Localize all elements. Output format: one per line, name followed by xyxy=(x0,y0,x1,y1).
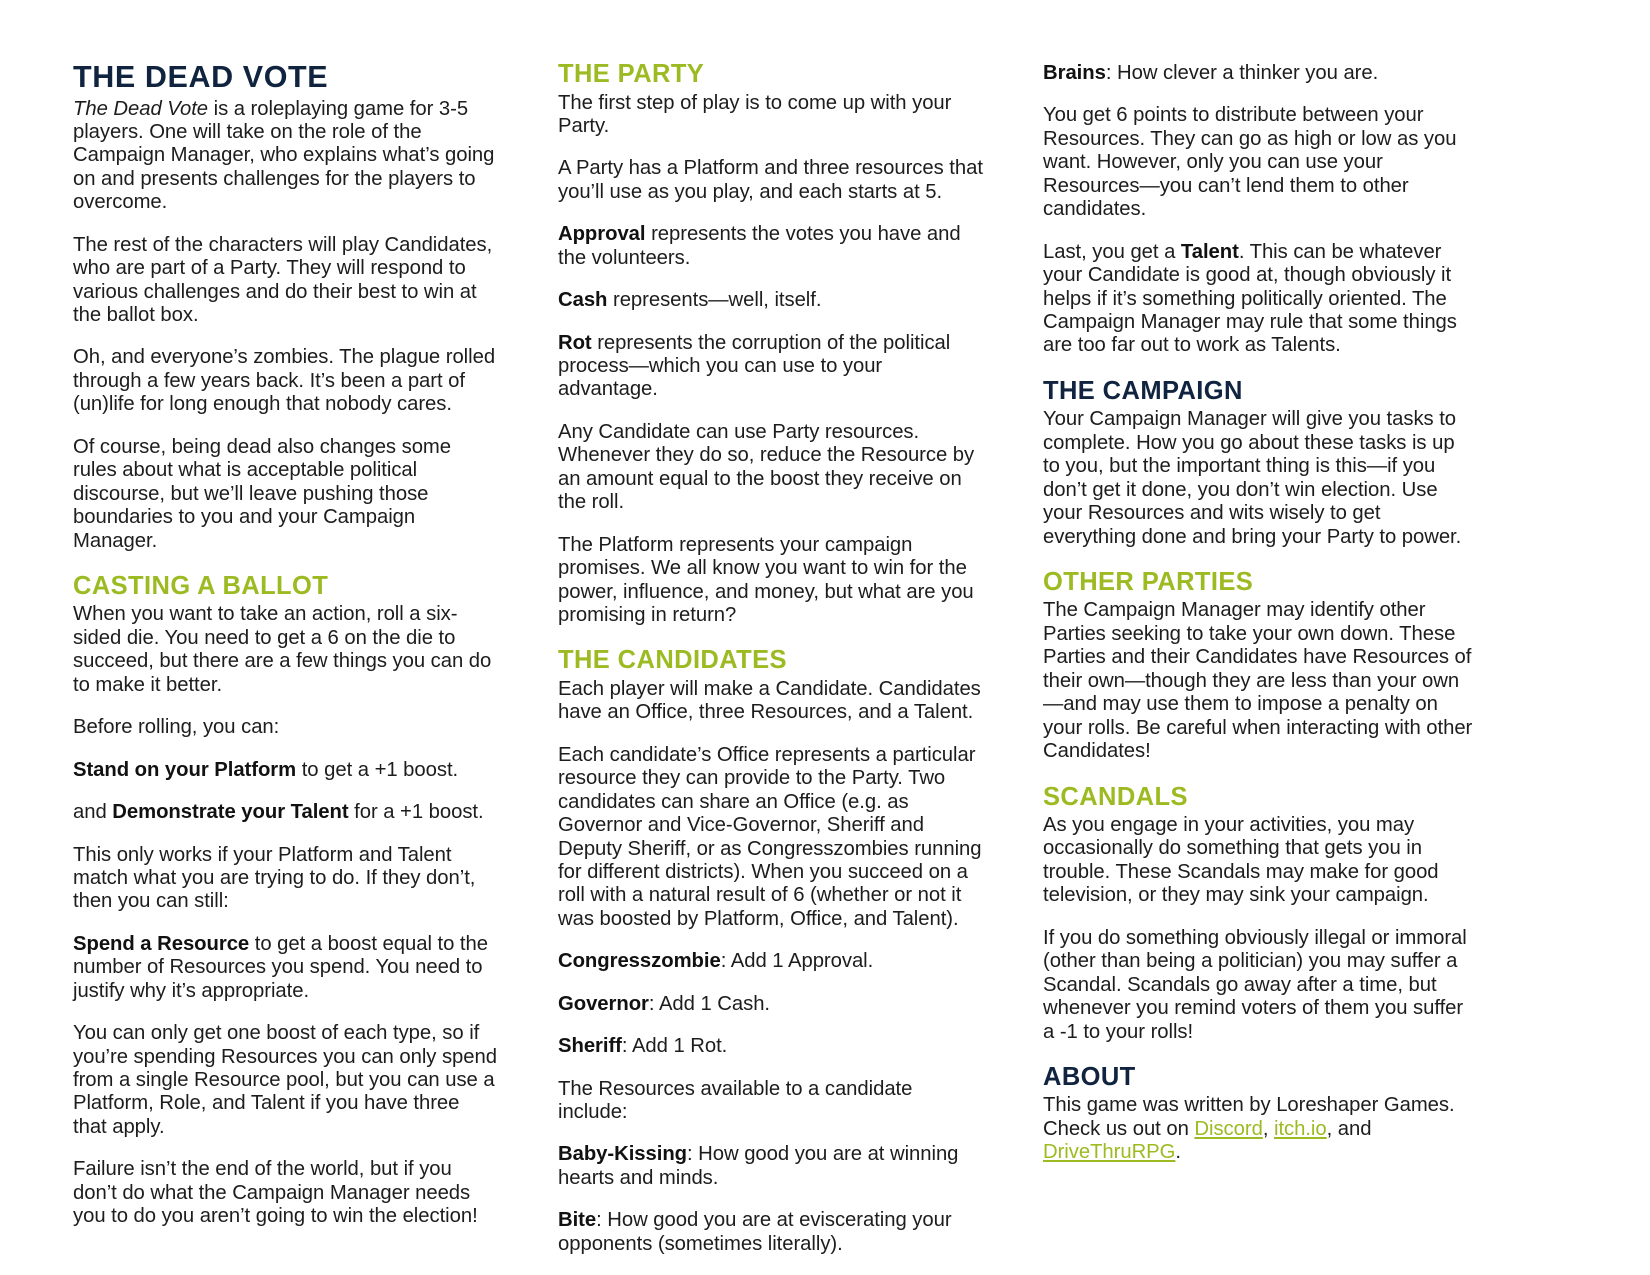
text-run: represents—well, itself. xyxy=(607,289,822,312)
text-run: to get a +1 boost. xyxy=(296,758,459,781)
body-paragraph: A Party has a Platform and three resources that you’ll use as you play, and each starts at 5. xyxy=(558,157,983,203)
text-run: for a +1 boost. xyxy=(348,801,484,824)
body-paragraph xyxy=(1043,241,1475,358)
text-run: and xyxy=(73,801,113,824)
body-paragraph xyxy=(558,1209,983,1256)
italic-title: The Dead Vote xyxy=(73,97,209,120)
text-run: This game was written by Loreshaper Games. Check us out on xyxy=(1043,1094,1455,1140)
body-paragraph xyxy=(558,950,983,973)
body-paragraph: Each player will make a Candidate. Candidates have an Office, three Resources, and a Talent. xyxy=(558,677,981,724)
body-paragraph: As you engage in your activities, you may occasionally do something that gets you in trouble. These Scandals may make for good television, or they may sink your campaign. xyxy=(1043,814,1439,907)
body-paragraph: The first step of play is to come up with your Party. xyxy=(558,91,952,137)
body-paragraph xyxy=(558,1143,983,1190)
bold-term: Cash xyxy=(558,289,608,312)
section-heading: OTHER PARTIES xyxy=(1043,567,1254,596)
page-title: THE DEAD VOTE xyxy=(73,60,329,94)
text-run: , xyxy=(1262,1117,1274,1140)
text-run: represents the votes you have and the volunteers. xyxy=(558,223,961,269)
bold-term: Baby-Kissing xyxy=(558,1143,688,1166)
text-run: Last, you get a xyxy=(1043,240,1181,263)
body-paragraph: Any Candidate can use Party resources. Whenever they do so, reduce the Resource by an amount equal to the boost they receive on the roll. xyxy=(558,420,975,514)
text-run: : Add 1 Rot. xyxy=(621,1035,728,1058)
bold-term: Rot xyxy=(558,331,592,354)
body-paragraph: Each candidate’s Office represents a particular resource they can provide to the Party. Two candidates can share an Office (e.g. as Governor and Vice-Governor, Sheriff and Deputy Sheriff, or as Congresszombies running for different districts). When you succeed on a roll with a natural result of 6 (whether or not it was boosted by Platform, Office, and Talent). xyxy=(558,743,982,930)
body-paragraph xyxy=(73,98,498,215)
external-link[interactable]: itch.io xyxy=(1273,1117,1327,1140)
bold-term: Bite xyxy=(558,1209,597,1232)
text-column-1 xyxy=(73,62,498,1248)
text-run: : How clever a thinker you are. xyxy=(1105,62,1379,84)
section-heading: ABOUT xyxy=(1043,1062,1136,1091)
section-heading: THE CANDIDATES xyxy=(558,646,787,675)
text-run: : Add 1 Cash. xyxy=(648,992,771,1015)
body-paragraph xyxy=(558,223,983,270)
bold-term: Approval xyxy=(558,223,646,246)
body-paragraph xyxy=(558,332,983,402)
body-paragraph: You get 6 points to distribute between your Resources. They can go as high or low as you want. However, only you can use your Resources—you can’t lend them to other candidates. xyxy=(1043,104,1457,221)
body-paragraph xyxy=(558,289,983,312)
text-run: : How good you are at winning hearts and minds. xyxy=(558,1143,959,1189)
body-paragraph: The Platform represents your campaign promises. We all know you want to win for the power, influence, and money, but what are you promising in return? xyxy=(558,533,974,626)
section-heading: THE CAMPAIGN xyxy=(1043,376,1243,405)
text-run: represents the corruption of the political process—which you can use to your advantage. xyxy=(558,331,951,401)
body-paragraph: You can only get one boost of each type, so if you’re spending Resources you can only spend from a single Resource pool, but you can use a Platform, Role, and Talent if you have three that apply. xyxy=(73,1022,497,1138)
text-run: . This can be whatever your Candidate is good at, though obviously it helps if it’s something politically oriented. The Campaign Manager may rule that some things are too far out to work as Talents. xyxy=(1043,240,1457,357)
text-run: to get a boost equal to the number of Resources you spend. You need to justify why it’s appropriate. xyxy=(73,932,488,1002)
bold-term: Talent xyxy=(1180,240,1239,263)
text-column-2 xyxy=(558,62,983,1275)
body-paragraph: If you do something obviously illegal or immoral (other than being a politician) you may suffer a Scandal. Scandals go away after a time, but whenever you remind voters of them you suffer a -1 to your rolls! xyxy=(1043,926,1467,1043)
body-paragraph: Failure isn’t the end of the world, but if you don’t do what the Campaign Manager needs you to do you aren’t going to win the election! xyxy=(73,1158,478,1228)
bold-term: Congresszombie xyxy=(558,950,721,973)
text-run: is a roleplaying game for 3-5 players. One will take on the role of the Campaign Manager, who explains what’s going on and presents challenges for the players to overcome. xyxy=(73,97,495,214)
bold-term: Brains xyxy=(1043,62,1106,84)
bold-term: Spend a Resource xyxy=(73,932,250,955)
body-paragraph xyxy=(1043,1094,1475,1164)
section-heading: THE PARTY xyxy=(558,60,705,88)
text-column-3 xyxy=(1043,62,1475,1184)
bold-term: Sheriff xyxy=(558,1035,622,1058)
body-paragraph: When you want to take an action, roll a six-sided die. You need to get a 6 on the die to succeed, but there are a few things you can do to make it better. xyxy=(73,603,492,696)
external-link[interactable]: DriveThruRPG xyxy=(1043,1141,1176,1164)
body-paragraph: Oh, and everyone’s zombies. The plague rolled through a few years back. It’s been a part of (un)life for long enough that nobody cares. xyxy=(73,346,496,416)
body-paragraph xyxy=(558,1035,983,1058)
section-heading: SCANDALS xyxy=(1043,782,1188,811)
text-run: . xyxy=(1175,1141,1181,1164)
body-paragraph: Your Campaign Manager will give you tasks to complete. How you go about these tasks is up to you, but the important thing is this—if you don’t get it done, you don’t win election. Use your Resources and wits wisely to get everything done and bring your Party to power. xyxy=(1043,408,1462,548)
bold-term: Stand on your Platform xyxy=(73,758,297,781)
text-run: , and xyxy=(1326,1117,1372,1140)
body-paragraph: The rest of the characters will play Candidates, who are part of a Party. They will respond to various challenges and do their best to win at the ballot box. xyxy=(73,233,493,326)
body-paragraph: This only works if your Platform and Talent match what you are trying to do. If they don’t, then you can still: xyxy=(73,843,476,913)
text-run: : How good you are at eviscerating your opponents (sometimes literally). xyxy=(558,1209,952,1255)
body-paragraph: Before rolling, you can: xyxy=(73,716,280,739)
body-paragraph xyxy=(73,801,498,824)
three-column-layout xyxy=(73,60,1580,1255)
body-paragraph: The Campaign Manager may identify other Parties seeking to take your own down. These Parties and their Candidates have Resources of their own—though they are less than your own—and may use them to impose a penalty on your rolls. Be careful when interacting with other Candidates! xyxy=(1043,599,1473,763)
body-paragraph xyxy=(1043,62,1475,85)
body-paragraph: The Resources available to a candidate include: xyxy=(558,1077,913,1123)
body-paragraph: Of course, being dead also changes some rules about what is acceptable political discourse, but we’ll leave pushing those boundaries to you and your Campaign Manager. xyxy=(73,435,451,552)
body-paragraph xyxy=(73,933,498,1003)
external-link[interactable]: Discord xyxy=(1194,1117,1263,1140)
bold-term: Governor xyxy=(558,992,649,1015)
bold-term: Demonstrate your Talent xyxy=(112,801,349,824)
text-run: : Add 1 Approval. xyxy=(720,950,874,973)
body-paragraph xyxy=(73,759,498,782)
section-heading: CASTING A BALLOT xyxy=(73,571,329,600)
body-paragraph xyxy=(558,993,983,1016)
